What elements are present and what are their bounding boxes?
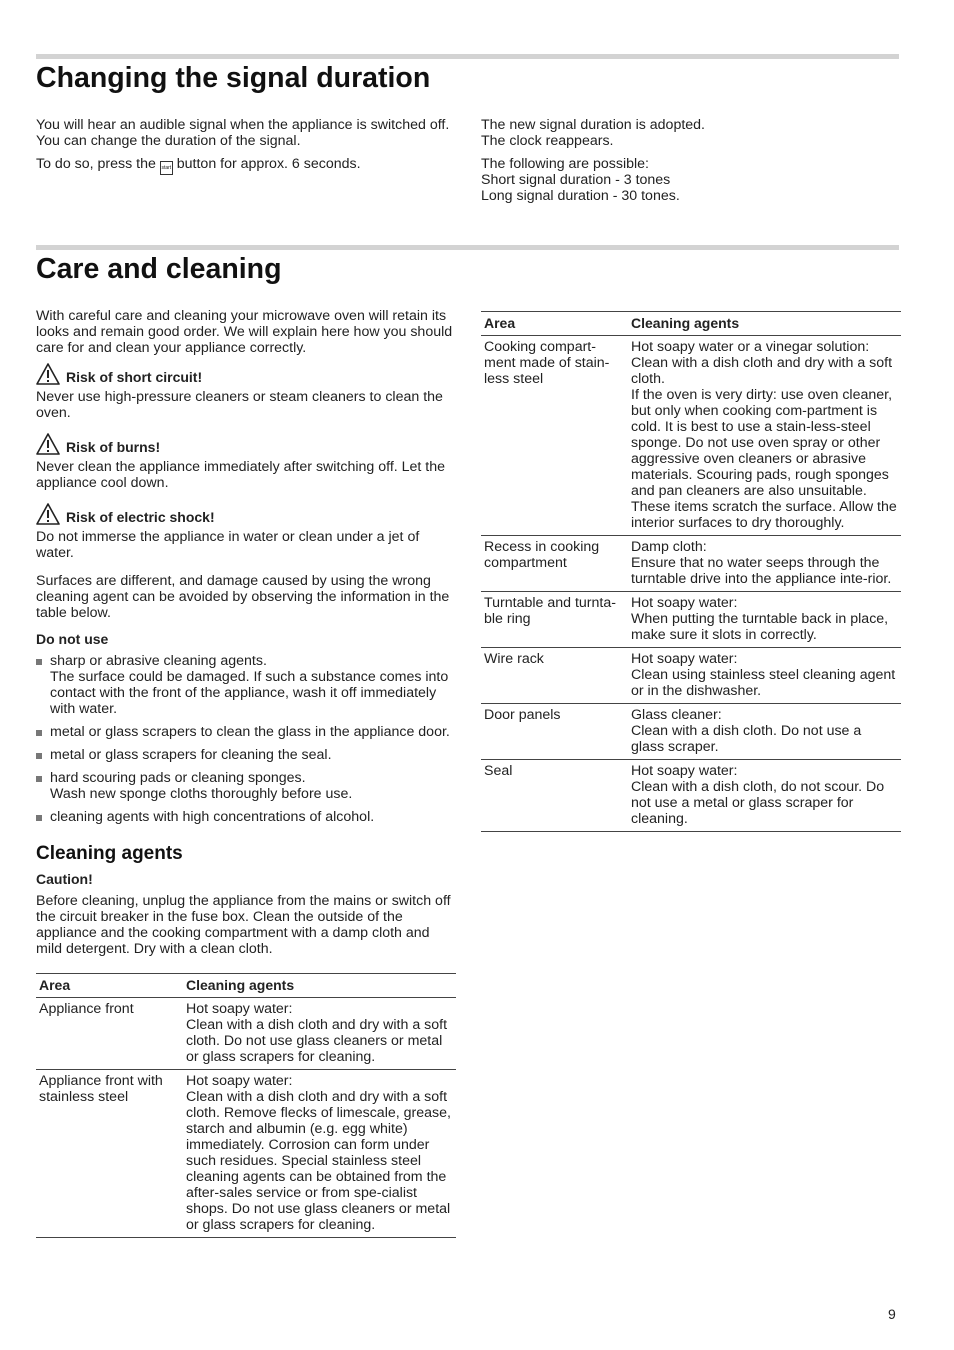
- list-item: cleaning agents with high concentrations of alcohol.: [36, 809, 456, 825]
- table-row: [36, 998, 456, 1070]
- warning-triangle-icon: [36, 433, 66, 455]
- section-rule: [36, 54, 899, 59]
- cell-area: Seal: [481, 760, 628, 832]
- table-row: [481, 704, 901, 760]
- signal-options: The following are possible: Short signal duration - 3 tones Long signal duration - 30 tones.: [481, 156, 680, 204]
- column-header-agents: Cleaning agents: [183, 974, 456, 998]
- cell-area: Appliance front with stainless steel: [36, 1070, 183, 1238]
- warning-triangle-icon: [36, 503, 66, 525]
- start-key-icon: start: [160, 161, 173, 175]
- caution-text: Before cleaning, unplug the appliance from the mains or switch off the circuit breaker in the fuse box. Clean the outside of the appliance and the cooking compartment with a damp cloth and mild detergent. Dry with a clean cloth.: [36, 893, 451, 957]
- bullet-square-icon: [36, 753, 42, 759]
- list-item: sharp or abrasive cleaning agents. The surface could be damaged. If such a substance comes into contact with the front of the appliance, wash it off immediately with water.: [36, 653, 456, 717]
- table-row: [481, 536, 901, 592]
- table-row: [481, 336, 901, 536]
- page-title-signal: Changing the signal duration: [36, 62, 431, 94]
- column-header-area: Area: [36, 974, 183, 998]
- cell-agents: Hot soapy water: Clean using stainless steel cleaning agent or in the dishwasher.: [628, 648, 901, 704]
- warning-title: Risk of short circuit!: [36, 363, 456, 385]
- page-number: 9: [888, 1306, 896, 1322]
- care-right-column: [481, 311, 901, 832]
- signal-result: The new signal duration is adopted. The clock reappears.: [481, 117, 705, 149]
- cell-agents: Hot soapy water: Clean with a dish cloth and dry with a soft cloth. Remove flecks of limescale, grease, starch and albumin (e.g. egg white) immediately. Corrosion can form under such residues. Special stainless steel cleaning agents can be obtained from the after-sales service or from spe-cialist shops. Do not use glass cleaners or metal or glass scrapers for cleaning.: [183, 1070, 456, 1238]
- signal-instruction: To do so, press the start button for approx. 6 seconds.: [36, 156, 456, 175]
- cell-agents: Damp cloth: Ensure that no water seeps through the turntable drive into the appliance inte-rior.: [628, 536, 901, 592]
- table-row: [481, 648, 901, 704]
- cell-area: Door panels: [481, 704, 628, 760]
- do-not-use-list: [36, 653, 456, 825]
- cell-agents: Hot soapy water: Clean with a dish cloth and dry with a soft cloth. Do not use glass cleaners or metal or glass scrapers for cleaning.: [183, 998, 456, 1070]
- do-not-use-heading: Do not use: [36, 631, 109, 647]
- bullet-square-icon: [36, 815, 42, 821]
- cell-area: Cooking compart-ment made of stain-less steel: [481, 336, 628, 536]
- list-item: hard scouring pads or cleaning sponges. Wash new sponge cloths thoroughly before use.: [36, 770, 456, 802]
- cell-agents: Hot soapy water or a vinegar solution: Clean with a dish cloth and dry with a soft cloth. If the oven is very dirty: use oven cleaner, but only when cooking com-partment is cold. It is best to use a stain-less-steel sponge. Do not use oven spray or other aggressive oven cleaners or abrasive materials. Scouring pads, rough sponges and pan cleaners are also unsuitable. These items scratch the surface. Allow the interior surfaces to dry thoroughly.: [628, 336, 901, 536]
- cell-agents: Hot soapy water: Clean with a dish cloth, do not scour. Do not use a metal or glass scraper for cleaning.: [628, 760, 901, 832]
- page-title-care: Care and cleaning: [36, 253, 282, 285]
- warning-title: Risk of burns!: [36, 433, 456, 455]
- cleaning-table-right: [481, 311, 901, 832]
- cell-agents: Hot soapy water: When putting the turntable back in place, make sure it slots in correctly.: [628, 592, 901, 648]
- table-row: [36, 1070, 456, 1238]
- table-row: [481, 760, 901, 832]
- cell-area: Appliance front: [36, 998, 183, 1070]
- care-intro: With careful care and cleaning your microwave oven will retain its looks and remain good order. We will explain here how you should care for and clean your appliance correctly.: [36, 308, 453, 356]
- table-row: [481, 592, 901, 648]
- cleaning-agents-heading: Cleaning agents: [36, 843, 183, 864]
- warning-text: Never clean the appliance immediately after switching off. Let the appliance cool down.: [36, 459, 446, 491]
- column-header-agents: Cleaning agents: [628, 312, 901, 336]
- warning-title: Risk of electric shock!: [36, 503, 456, 525]
- signal-right-column: [481, 117, 901, 211]
- care-left-column: [36, 308, 456, 1238]
- bullet-square-icon: [36, 659, 42, 665]
- signal-left-column: [36, 117, 456, 182]
- bullet-square-icon: [36, 730, 42, 736]
- cleaning-table-left: [36, 973, 456, 1238]
- list-item: metal or glass scrapers for cleaning the seal.: [36, 747, 456, 763]
- cell-area: Turntable and turnta-ble ring: [481, 592, 628, 648]
- signal-paragraph: You will hear an audible signal when the appliance is switched off. You can change the duration of the signal.: [36, 117, 450, 149]
- column-header-area: Area: [481, 312, 628, 336]
- list-item: metal or glass scrapers to clean the glass in the appliance door.: [36, 724, 456, 740]
- surfaces-note: Surfaces are different, and damage caused by using the wrong cleaning agent can be avoided by observing the information in the table below.: [36, 573, 450, 621]
- cell-area: Recess in cooking compartment: [481, 536, 628, 592]
- warnings-list: [36, 363, 456, 561]
- section-rule: [36, 245, 899, 250]
- caution-heading: Caution!: [36, 871, 93, 887]
- warning-text: Never use high-pressure cleaners or steam cleaners to clean the oven.: [36, 389, 443, 421]
- cell-agents: Glass cleaner: Clean with a dish cloth. Do not use a glass scraper.: [628, 704, 901, 760]
- bullet-square-icon: [36, 776, 42, 782]
- warning-text: Do not immerse the appliance in water or clean under a jet of water.: [36, 529, 420, 561]
- cell-area: Wire rack: [481, 648, 628, 704]
- warning-triangle-icon: [36, 363, 66, 385]
